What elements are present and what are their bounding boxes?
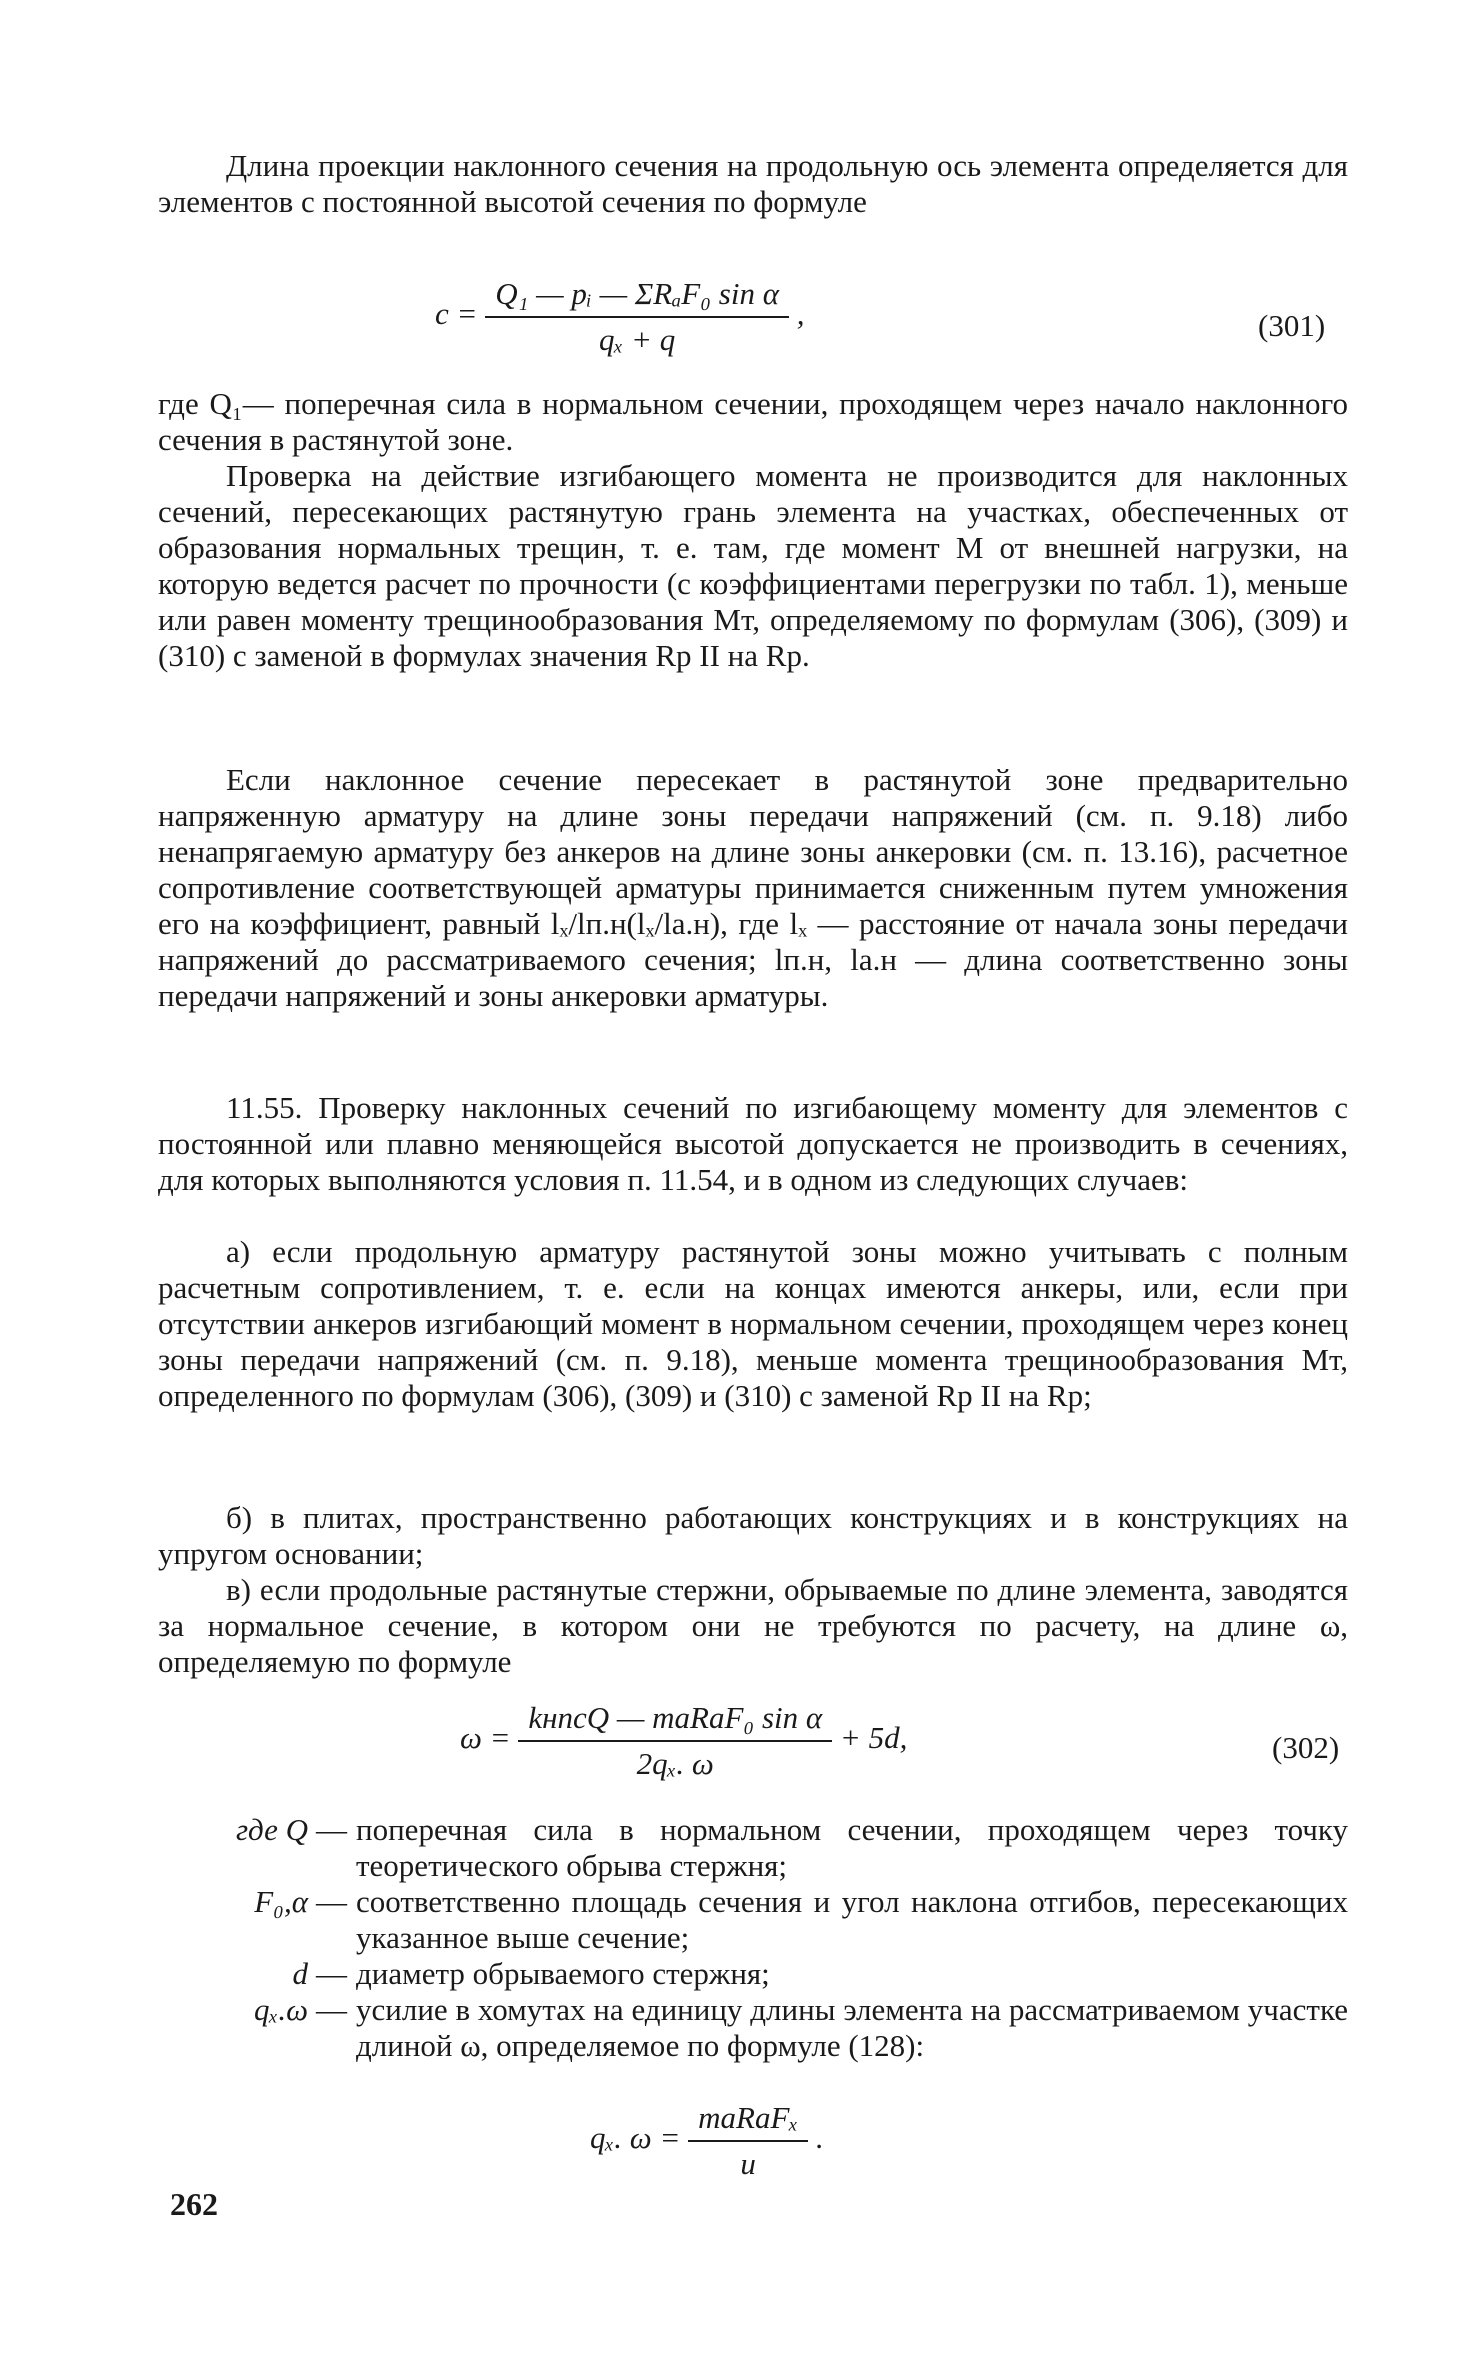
equation-number-302: (302) xyxy=(1272,1730,1340,1765)
paragraph-11-55: 11.55. Проверку наклонных сечений по изгибающему моменту для элементов с постоянной или плавно меняющейся высотой допускается не производить в сечениях, для которых выполняются условия п. 11.54, и в одном из следующих случаев: xyxy=(158,1090,1348,1197)
formula-128-denominator: u xyxy=(740,2146,756,2181)
where-q1: где Q₁— поперечная сила в нормальном сечении, проходящем через начало наклонного сечения в растянутой зоне. xyxy=(158,386,1348,457)
formula-301-denominator: qₓ + q xyxy=(598,322,676,357)
definition-symbol: d xyxy=(292,1956,308,1991)
paragraph-intro: Длина проекции наклонного сечения на продольную ось элемента определяется для элементов с постоянной высотой сечения по формуле xyxy=(158,148,1348,219)
definition-dash: — xyxy=(316,1812,347,1847)
formula-302-fraction xyxy=(518,1700,832,1782)
formula-302-lhs: ω = xyxy=(460,1720,511,1756)
formula-128-trail: . xyxy=(815,2120,824,2156)
definition-symbol: F₀,α xyxy=(254,1884,308,1919)
formula-128 xyxy=(590,2100,824,2182)
item-v: в) если продольные растянутые стержни, обрываемые по длине элемента, заводятся за нормальное сечение, в котором они не требуются по расчету, на длине ω, определяемую по формуле xyxy=(158,1572,1348,1679)
formula-301-lhs: c = xyxy=(435,296,478,332)
definition-dash: — xyxy=(316,1992,347,2027)
definition-row xyxy=(158,1812,1348,1884)
formula-128-fraction xyxy=(688,2100,808,2182)
definition-text: поперечная сила в нормальном сечении, проходящем через точку теоретического обрыва стержня; xyxy=(356,1812,1348,1883)
definition-text: усилие в хомутах на единицу длины элемента на рассматриваемом участке длиной ω, определяемое по формуле (128): xyxy=(356,1992,1348,2063)
formula-302 xyxy=(460,1700,907,1782)
definition-row xyxy=(158,1956,1348,1992)
formula-128-lhs: qₓ. ω = xyxy=(590,2120,681,2156)
formula-302-trail: + 5d, xyxy=(839,1720,908,1756)
paragraph-if: Если наклонное сечение пересекает в растянутой зоне предварительно напряженную арматуру на длине зоны передачи напряжений (см. п. 9.18) либо ненапрягаемую арматуру без анкеров на длине зоны анкеровки (см. п. 13.16), расчетное сопротивление соответствующей арматуры принимается сниженным путем умножения его на коэффициент, равный lₓ/lп.н(lₓ/lа.н), где lₓ — расстояние от начала зоны передачи напряжений до рассматриваемого сечения; lп.н, lа.н — длина соответственно зоны передачи напряжений и зоны анкеровки арматуры. xyxy=(158,762,1348,1013)
definition-dash: — xyxy=(316,1956,347,1991)
equation-number-301: (301) xyxy=(1258,308,1326,343)
formula-301-numerator: Q₁ — pᵢ — ΣRₐF₀ sin α xyxy=(485,276,789,318)
page-number: 262 xyxy=(170,2186,218,2222)
formula-128-numerator: mаRаFₓ xyxy=(688,2100,808,2142)
definition-symbol: где Q xyxy=(235,1812,308,1847)
definition-dash: — xyxy=(316,1884,347,1919)
item-b: б) в плитах, пространственно работающих конструкциях и в конструкциях на упругом основании; xyxy=(158,1500,1348,1571)
item-a: а) если продольную арматуру растянутой зоны можно учитывать с полным расчетным сопротивлением, т. е. если на концах имеются анкеры, или, если при отсутствии анкеров изгибающий момент в нормальном сечении, проходящем через конец зоны передачи напряжений (см. п. 9.18), меньше момента трещинообразования Mт, определенного по формулам (306), (309) и (310) с заменой Rр II на Rр; xyxy=(158,1234,1348,1413)
formula-301-trail: , xyxy=(796,296,805,332)
formula-302-denominator: 2qₓ. ω xyxy=(636,1746,714,1781)
formula-302-numerator: kнncQ — mаRаF₀ sin α xyxy=(518,1700,832,1742)
definitions-list xyxy=(158,1812,1348,2064)
formula-301-fraction xyxy=(485,276,789,358)
definition-symbol: qₓ.ω xyxy=(254,1992,308,2027)
formula-301 xyxy=(435,276,804,358)
definition-text: диаметр обрываемого стержня; xyxy=(356,1956,770,1991)
definition-text: соответственно площадь сечения и угол наклона отгибов, пересекающих указанное выше сечение; xyxy=(356,1884,1348,1955)
definition-row xyxy=(158,1992,1348,2064)
paragraph-check: Проверка на действие изгибающего момента не производится для наклонных сечений, пересекающих растянутую грань элемента на участках, обеспеченных от образования нормальных трещин, т. е. там, где момент M от внешней нагрузки, на которую ведется расчет по прочности (с коэффициентами перегрузки по табл. 1), меньше или равен моменту трещинообразования Mт, определяемому по формулам (306), (309) и (310) с заменой в формулах значения Rр II на Rр. xyxy=(158,458,1348,673)
definition-row xyxy=(158,1884,1348,1956)
